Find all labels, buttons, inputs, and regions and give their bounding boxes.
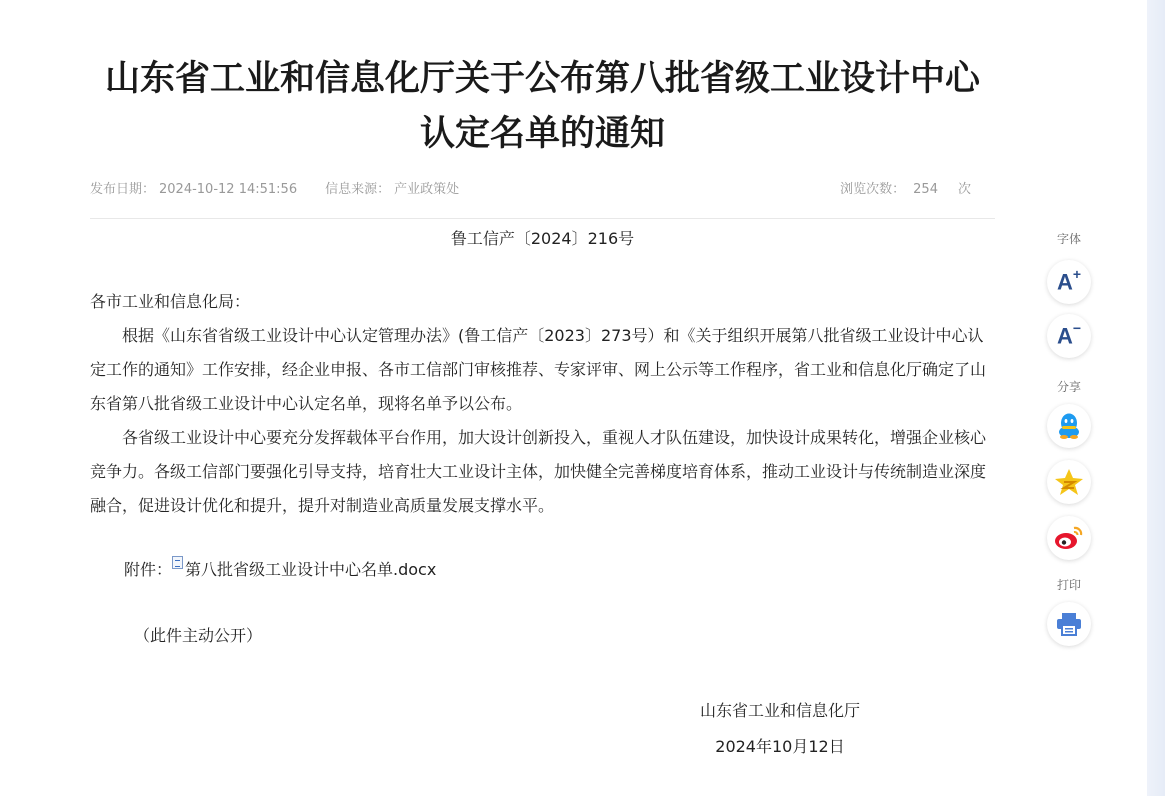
attachment-label: 附件： (124, 560, 173, 579)
word-doc-icon (172, 556, 183, 569)
salutation: 各市工业和信息化局： (90, 292, 251, 311)
side-toolbar (1044, 230, 1094, 646)
source-label: 信息来源： (325, 182, 391, 197)
share-qq-button[interactable] (1047, 404, 1091, 448)
meta-left (90, 178, 463, 197)
print-label: 打印 (1056, 578, 1081, 592)
print-button[interactable] (1047, 602, 1091, 646)
views-count: 254 (913, 182, 938, 197)
font-decrease-icon: A− (1056, 320, 1082, 349)
publish-date: 2024-10-12 14:51:56 (159, 182, 298, 197)
public-note: （此件主动公开） (134, 626, 263, 645)
qq-icon (1057, 412, 1081, 440)
signoff (690, 693, 870, 765)
share-qzone-button[interactable] (1047, 460, 1091, 504)
font-label: 字体 (1056, 232, 1081, 246)
views-label: 浏览次数： (840, 182, 906, 197)
body-paragraph-1: 根据《山东省省级工业设计中心认定管理办法》(鲁工信产〔2023〕273号）和《关于组织开展第八批省级工业设计中心认定工作的通知》工作安排，经企业申报、各市工信部门审核推荐、专家评审、网上公示等工作程序，省工业和信息化厅确定了山东省第八批省级工业设计中心认定名单，现将名单予以公布。 (90, 326, 987, 413)
print-icon (1056, 612, 1082, 636)
signoff-date: 2024年10月12日 (715, 737, 845, 756)
publish-date-label: 发布日期： (90, 182, 156, 197)
article-meta (90, 174, 995, 219)
article-body (90, 285, 995, 523)
page-edge (1147, 0, 1165, 796)
views-unit: 次 (957, 182, 971, 197)
qzone-icon (1054, 467, 1084, 497)
share-weibo-button[interactable] (1047, 516, 1091, 560)
share-label: 分享 (1056, 380, 1081, 394)
font-decrease-button[interactable] (1047, 314, 1091, 358)
font-increase-icon: A+ (1056, 266, 1082, 295)
source: 产业政策处 (394, 182, 460, 197)
signoff-org: 山东省工业和信息化厅 (699, 701, 860, 720)
document-number: 鲁工信产〔2024〕216号 (450, 229, 635, 248)
attachment (90, 553, 995, 587)
attachment-link[interactable]: 第八批省级工业设计中心名单.docx (185, 560, 437, 579)
meta-right (840, 178, 971, 197)
article (90, 0, 995, 653)
article-title: 山东省工业和信息化厅关于公布第八批省级工业设计中心认定名单的通知 (104, 59, 980, 154)
body-paragraph-2: 各省级工业设计中心要充分发挥载体平台作用，加大设计创新投入，重视人才队伍建设，加快设计成果转化，增强企业核心竞争力。各级工信部门要强化引导支持，培育壮大工业设计主体，加快健全完善梯度培育体系，推动工业设计与传统制造业深度融合，促进设计优化和提升，提升对制造业高质量发展支撑水平。 (90, 428, 987, 515)
font-increase-button[interactable] (1047, 260, 1091, 304)
weibo-icon (1054, 524, 1084, 552)
